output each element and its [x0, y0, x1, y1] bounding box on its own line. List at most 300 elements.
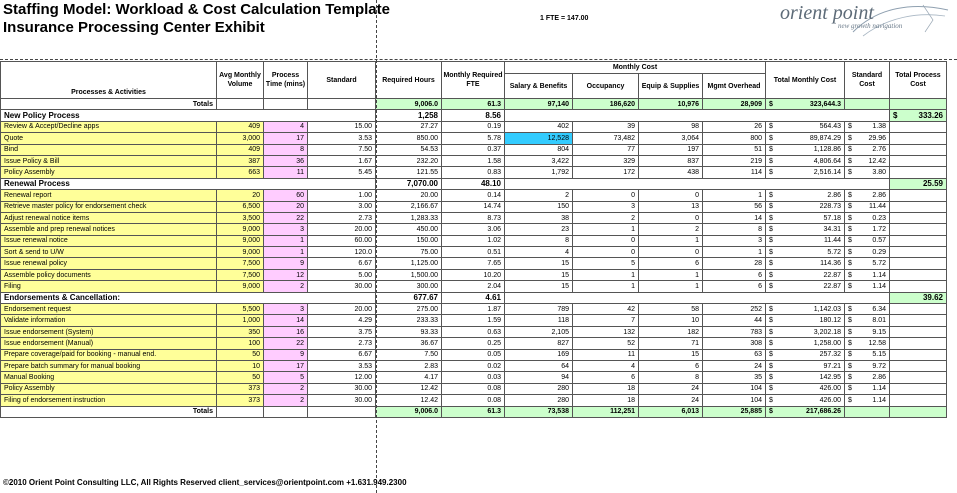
currency-symbol: $: [769, 237, 773, 245]
occupancy: 73,482: [573, 133, 639, 144]
table-row: [1, 247, 947, 258]
title-line-1: Staffing Model: Workload & Cost Calculation Template: [3, 1, 390, 18]
col-avg-volume: Avg Monthly Volume: [217, 62, 264, 99]
col-total-process-cost: Total Process Cost: [890, 62, 947, 99]
mgmt-overhead: 35: [703, 372, 766, 383]
salary-benefits: 64: [505, 360, 573, 371]
currency-symbol: $: [848, 260, 852, 268]
currency-symbol: $: [848, 282, 852, 290]
occupancy: 329: [573, 155, 639, 166]
required-hours: 450.00: [376, 224, 442, 235]
total-monthly-cost: [766, 155, 845, 166]
section-process-cost: [890, 110, 947, 121]
salary-benefits: 3,422: [505, 155, 573, 166]
table-row: [1, 326, 947, 337]
empty-cell: [890, 338, 947, 349]
required-hours: 121.55: [376, 167, 442, 178]
occupancy: 1: [573, 224, 639, 235]
empty-cell: [890, 360, 947, 371]
total-monthly-cost-value: 1,128.86: [813, 146, 841, 154]
total-monthly-cost: [766, 383, 845, 394]
process-time: 2: [264, 383, 308, 394]
table-row: [1, 395, 947, 406]
currency-symbol: $: [848, 362, 852, 370]
standard: 2.73: [308, 212, 376, 223]
total-monthly-cost: [766, 338, 845, 349]
section-process-cost-value: 25.59: [922, 178, 943, 188]
table-row: [1, 167, 947, 178]
totals-salary: 73,538: [505, 406, 573, 417]
occupancy: 39: [573, 121, 639, 132]
activity-name: Adjust renewal notice items: [1, 212, 217, 223]
activity-name: Issue renewal notice: [1, 235, 217, 246]
equip-supplies: 71: [639, 338, 703, 349]
currency-symbol: $: [769, 408, 773, 416]
salary-benefits: 15: [505, 269, 573, 280]
process-time: 9: [264, 349, 308, 360]
col-standard: Standard: [308, 62, 376, 99]
standard: 30.00: [308, 383, 376, 394]
avg-volume: 9,000: [217, 281, 264, 292]
standard: 5.00: [308, 269, 376, 280]
standard-cost: [845, 167, 890, 178]
monthly-fte: 0.51: [442, 247, 505, 258]
mgmt-overhead: 308: [703, 338, 766, 349]
empty-cell: [308, 99, 376, 110]
empty-cell: [890, 155, 947, 166]
total-monthly-cost: [766, 121, 845, 132]
footer-copyright: ©2010 Orient Point Consulting LLC, All Rights Reserved client_services@orientpoint.com +1.631.949.2300: [3, 478, 407, 487]
required-hours: 54.53: [376, 144, 442, 155]
occupancy: 11: [573, 349, 639, 360]
salary-benefits: 1,792: [505, 167, 573, 178]
empty-cell: [890, 201, 947, 212]
totals-salary: 97,140: [505, 99, 573, 110]
process-time: 14: [264, 315, 308, 326]
mgmt-overhead: 51: [703, 144, 766, 155]
required-hours: 12.42: [376, 383, 442, 394]
salary-benefits: 789: [505, 304, 573, 315]
table-row: [1, 212, 947, 223]
totals-cost: [766, 99, 845, 110]
total-monthly-cost: [766, 258, 845, 269]
total-monthly-cost-value: 4,806.64: [813, 157, 841, 165]
standard-cost-value: 1.72: [872, 225, 886, 233]
avg-volume: 373: [217, 395, 264, 406]
section-fte: 4.61: [442, 292, 505, 303]
standard-cost-value: 9.72: [872, 362, 886, 370]
equip-supplies: 1: [639, 269, 703, 280]
salary-benefits: 94: [505, 372, 573, 383]
currency-symbol: $: [848, 214, 852, 222]
process-time: 36: [264, 155, 308, 166]
currency-symbol: $: [769, 146, 773, 154]
table-row: [1, 121, 947, 132]
standard-cost-value: 5.15: [872, 351, 886, 359]
standard-cost-value: 3.80: [872, 169, 886, 177]
activity-name: Review & Accept/Decline apps: [1, 121, 217, 132]
required-hours: 36.67: [376, 338, 442, 349]
empty-cell: [890, 258, 947, 269]
currency-symbol: $: [848, 396, 852, 404]
section-name: New Policy Process: [1, 110, 376, 121]
currency-symbol: $: [769, 351, 773, 359]
mgmt-overhead: 800: [703, 133, 766, 144]
table-row: [1, 258, 947, 269]
total-monthly-cost-value: 5.72: [827, 248, 841, 256]
standard-cost: [845, 121, 890, 132]
avg-volume: 7,500: [217, 269, 264, 280]
standard-cost: [845, 224, 890, 235]
totals-row: [1, 99, 947, 110]
monthly-fte: 0.08: [442, 383, 505, 394]
table-row: [1, 155, 947, 166]
empty-cell: [890, 247, 947, 258]
avg-volume: 100: [217, 338, 264, 349]
table-row: [1, 190, 947, 201]
logo-tagline: new growth navigation: [838, 22, 903, 30]
currency-symbol: $: [769, 203, 773, 211]
currency-symbol: $: [769, 305, 773, 313]
currency-symbol: $: [769, 328, 773, 336]
empty-cell: [890, 315, 947, 326]
totals-label: Totals: [1, 99, 217, 110]
required-hours: 2.83: [376, 360, 442, 371]
standard-cost: [845, 372, 890, 383]
mgmt-overhead: 6: [703, 281, 766, 292]
process-time: 17: [264, 360, 308, 371]
empty-cell: [890, 326, 947, 337]
table-row: [1, 224, 947, 235]
mgmt-overhead: 28: [703, 258, 766, 269]
process-time: 60: [264, 190, 308, 201]
required-hours: 75.00: [376, 247, 442, 258]
col-activities: Processes & Activities: [1, 62, 217, 99]
currency-symbol: $: [769, 339, 773, 347]
col-total-monthly-cost: Total Monthly Cost: [766, 62, 845, 99]
currency-symbol: $: [769, 214, 773, 222]
col-process-time: Process Time (mins): [264, 62, 308, 99]
equip-supplies: 8: [639, 372, 703, 383]
totals-equip: 10,976: [639, 99, 703, 110]
currency-symbol: $: [848, 146, 852, 154]
standard-cost-value: 2.86: [872, 374, 886, 382]
standard-cost-value: 11.44: [869, 203, 886, 211]
total-monthly-cost: [766, 360, 845, 371]
equip-supplies: 0: [639, 247, 703, 258]
standard-cost: [845, 383, 890, 394]
currency-symbol: $: [769, 248, 773, 256]
monthly-fte: 0.14: [442, 190, 505, 201]
totals-equip: 6,013: [639, 406, 703, 417]
standard-cost: [845, 338, 890, 349]
standard-cost: [845, 315, 890, 326]
currency-symbol: $: [848, 305, 852, 313]
totals-cost-value: 217,686.26: [805, 408, 841, 416]
section-name: Endorsements & Cancellation:: [1, 292, 376, 303]
required-hours: 300.00: [376, 281, 442, 292]
avg-volume: 663: [217, 167, 264, 178]
total-monthly-cost: [766, 133, 845, 144]
standard: 20.00: [308, 304, 376, 315]
table-row: [1, 349, 947, 360]
total-monthly-cost-value: 3,202.18: [813, 328, 841, 336]
equip-supplies: 24: [639, 395, 703, 406]
mgmt-overhead: 6: [703, 269, 766, 280]
section-header-row: [1, 178, 947, 189]
currency-symbol: $: [848, 203, 852, 211]
activity-name: Assemble and prep renewal notices: [1, 224, 217, 235]
section-header-row: [1, 292, 947, 303]
occupancy: 77: [573, 144, 639, 155]
empty-cell: [890, 269, 947, 280]
standard-cost: [845, 190, 890, 201]
currency-symbol: $: [769, 362, 773, 370]
standard-cost: [845, 360, 890, 371]
salary-benefits: 280: [505, 383, 573, 394]
currency-symbol: $: [769, 123, 773, 131]
totals-fte: 61.3: [442, 406, 505, 417]
occupancy: 18: [573, 383, 639, 394]
currency-symbol: $: [848, 339, 852, 347]
total-monthly-cost: [766, 224, 845, 235]
avg-volume: 9,000: [217, 224, 264, 235]
standard-cost-value: 0.29: [872, 248, 886, 256]
standard: 3.00: [308, 201, 376, 212]
empty-cell: [890, 133, 947, 144]
equip-supplies: 13: [639, 201, 703, 212]
currency-symbol: $: [769, 169, 773, 177]
required-hours: 7.50: [376, 349, 442, 360]
currency-symbol: $: [769, 157, 773, 165]
process-time: 16: [264, 326, 308, 337]
total-monthly-cost-value: 426.00: [819, 396, 841, 404]
total-monthly-cost: [766, 212, 845, 223]
standard-cost-value: 9.15: [872, 328, 886, 336]
total-monthly-cost-value: 180.12: [819, 317, 841, 325]
process-time: 1: [264, 247, 308, 258]
required-hours: 275.00: [376, 304, 442, 315]
equip-supplies: 438: [639, 167, 703, 178]
table-row: [1, 133, 947, 144]
monthly-fte: 3.06: [442, 224, 505, 235]
mgmt-overhead: 26: [703, 121, 766, 132]
standard-cost-value: 5.72: [872, 260, 886, 268]
salary-benefits: 150: [505, 201, 573, 212]
logo-wordmark: orient point: [780, 2, 874, 24]
activity-name: Quote: [1, 133, 217, 144]
equip-supplies: 837: [639, 155, 703, 166]
occupancy: 1: [573, 281, 639, 292]
empty-cell: [890, 372, 947, 383]
currency-symbol: $: [769, 385, 773, 393]
empty-cell: [845, 406, 890, 417]
mgmt-overhead: 783: [703, 326, 766, 337]
col-required-hours: Required Hours: [376, 62, 442, 99]
currency-symbol: $: [848, 374, 852, 382]
avg-volume: 50: [217, 372, 264, 383]
required-hours: 1,125.00: [376, 258, 442, 269]
currency-symbol: $: [848, 248, 852, 256]
empty-cell: [217, 406, 264, 417]
activity-name: Bind: [1, 144, 217, 155]
total-monthly-cost: [766, 167, 845, 178]
standard-cost-value: 1.14: [872, 282, 886, 290]
table-row: [1, 372, 947, 383]
activity-name: Renewal report: [1, 190, 217, 201]
empty-cell: [845, 99, 890, 110]
staffing-table: [0, 61, 947, 418]
standard: 20.00: [308, 224, 376, 235]
totals-occupancy: 112,251: [573, 406, 639, 417]
standard-cost-value: 12.42: [868, 157, 886, 165]
page-break-horizontal: [0, 59, 957, 60]
equip-supplies: 10: [639, 315, 703, 326]
currency-symbol: $: [848, 271, 852, 279]
currency-symbol: $: [769, 225, 773, 233]
total-monthly-cost-value: 228.73: [819, 203, 841, 211]
col-salary: Salary & Benefits: [505, 74, 573, 99]
totals-hours: 9,006.0: [376, 99, 442, 110]
standard-cost-value: 29.96: [868, 134, 886, 142]
equip-supplies: 197: [639, 144, 703, 155]
currency-symbol: $: [848, 237, 852, 245]
totals-cost-value: 323,644.3: [809, 100, 841, 108]
monthly-fte: 0.19: [442, 121, 505, 132]
standard: 30.00: [308, 395, 376, 406]
standard-cost-value: 2.76: [872, 146, 886, 154]
currency-symbol: $: [769, 374, 773, 382]
mgmt-overhead: 44: [703, 315, 766, 326]
empty-cell: [890, 190, 947, 201]
occupancy: 42: [573, 304, 639, 315]
currency-symbol: $: [848, 225, 852, 233]
standard: 5.45: [308, 167, 376, 178]
salary-benefits: 4: [505, 247, 573, 258]
total-monthly-cost: [766, 315, 845, 326]
activity-name: Issue Policy & Bill: [1, 155, 217, 166]
currency-symbol: $: [848, 351, 852, 359]
title-line-2: Insurance Processing Center Exhibit: [3, 19, 265, 36]
total-monthly-cost-value: 142.95: [819, 374, 841, 382]
currency-symbol: $: [848, 134, 852, 142]
table-row: [1, 360, 947, 371]
avg-volume: 350: [217, 326, 264, 337]
occupancy: 4: [573, 360, 639, 371]
mgmt-overhead: 104: [703, 395, 766, 406]
equip-supplies: 98: [639, 121, 703, 132]
mgmt-overhead: 63: [703, 349, 766, 360]
standard: 6.67: [308, 349, 376, 360]
required-hours: 1,283.33: [376, 212, 442, 223]
standard-cost-value: 1.14: [872, 385, 886, 393]
activity-name: Sort & send to U/W: [1, 247, 217, 258]
total-monthly-cost: [766, 395, 845, 406]
standard: 3.75: [308, 326, 376, 337]
section-hours: 677.67: [376, 292, 442, 303]
avg-volume: 9,000: [217, 235, 264, 246]
avg-volume: 10: [217, 360, 264, 371]
section-process-cost-value: 39.62: [922, 292, 943, 302]
empty-cell: [890, 167, 947, 178]
process-time: 20: [264, 201, 308, 212]
monthly-fte: 1.59: [442, 315, 505, 326]
total-monthly-cost-value: 97.21: [823, 362, 841, 370]
table-row: [1, 269, 947, 280]
monthly-fte: 0.05: [442, 349, 505, 360]
empty-cell: [890, 99, 947, 110]
mgmt-overhead: 3: [703, 235, 766, 246]
monthly-fte: 0.03: [442, 372, 505, 383]
standard: 15.00: [308, 121, 376, 132]
salary-benefits: 280: [505, 395, 573, 406]
empty-cell: [890, 144, 947, 155]
required-hours: 4.17: [376, 372, 442, 383]
occupancy: 5: [573, 258, 639, 269]
monthly-fte: 0.25: [442, 338, 505, 349]
required-hours: 1,500.00: [376, 269, 442, 280]
page-title: [3, 1, 390, 37]
equip-supplies: 2: [639, 224, 703, 235]
section-fte: 48.10: [442, 178, 505, 189]
required-hours: 27.27: [376, 121, 442, 132]
avg-volume: 3,000: [217, 133, 264, 144]
standard-cost-value: 1.38: [872, 123, 886, 131]
total-monthly-cost-value: 22.87: [823, 282, 841, 290]
occupancy: 6: [573, 372, 639, 383]
process-time: 1: [264, 235, 308, 246]
empty-cell: [890, 212, 947, 223]
activity-name: Filing: [1, 281, 217, 292]
total-monthly-cost: [766, 235, 845, 246]
section-hours: 7,070.00: [376, 178, 442, 189]
activity-name: Prepare coverage/paid for booking - manual end.: [1, 349, 217, 360]
mgmt-overhead: 104: [703, 383, 766, 394]
currency-symbol: $: [769, 100, 773, 108]
standard-cost: [845, 133, 890, 144]
process-time: 3: [264, 304, 308, 315]
standard: 120.0: [308, 247, 376, 258]
section-process-cost-value: 333.26: [918, 110, 943, 120]
required-hours: 233.33: [376, 315, 442, 326]
page-break-vertical: [376, 0, 377, 493]
activity-name: Validate information: [1, 315, 217, 326]
salary-benefits: 15: [505, 258, 573, 269]
avg-volume: 1,000: [217, 315, 264, 326]
standard-cost-value: 8.01: [872, 317, 886, 325]
standard-cost: [845, 212, 890, 223]
activity-name: Endorsement request: [1, 304, 217, 315]
equip-supplies: 1: [639, 281, 703, 292]
process-time: 17: [264, 133, 308, 144]
monthly-fte: 14.74: [442, 201, 505, 212]
salary-benefits: 118: [505, 315, 573, 326]
monthly-fte: 1.02: [442, 235, 505, 246]
avg-volume: 409: [217, 144, 264, 155]
table-row: [1, 144, 947, 155]
empty-cell: [890, 349, 947, 360]
currency-symbol: $: [769, 271, 773, 279]
standard: 30.00: [308, 281, 376, 292]
empty-cell: [505, 110, 890, 121]
monthly-fte: 0.02: [442, 360, 505, 371]
standard-cost: [845, 349, 890, 360]
process-time: 9: [264, 258, 308, 269]
mgmt-overhead: 114: [703, 167, 766, 178]
table-row: [1, 304, 947, 315]
empty-cell: [890, 121, 947, 132]
salary-benefits: 8: [505, 235, 573, 246]
